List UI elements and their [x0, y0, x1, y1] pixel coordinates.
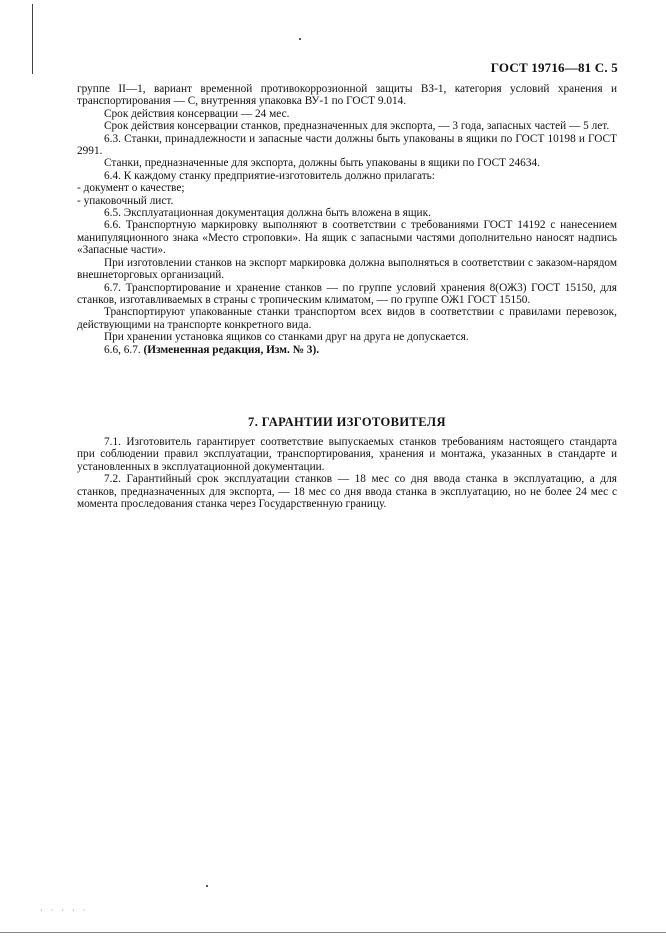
paragraph: При изготовлении станков на экспорт маркировка должна выполняться в соответствии с заказом-нарядом внешнеторговых организаций. — [77, 256, 617, 282]
paragraph: 6.3. Станки, принадлежности и запасные части должны быть упакованы в ящики по ГОСТ 10198 и ГОСТ 2991. — [77, 132, 617, 158]
scan-artifact: · · · · · — [40, 906, 89, 915]
page-bottom-edge — [0, 932, 666, 933]
amendment-note — [77, 344, 617, 356]
paragraph: При хранении установка ящиков со станками друг на друга не допускается. — [104, 331, 469, 344]
amendment-clauses: 6.6, 6.7. — [104, 343, 144, 356]
list-item: - упаковочный лист. — [77, 194, 174, 207]
paragraph: группе II—1, вариант временной противокоррозионной защиты ВЗ-1, категория условий хранения и транспортирования — С, внутренняя упаковка ВУ-1 по ГОСТ 9.014. — [77, 83, 617, 108]
paragraph: 6.4. К каждому станку предприятие-изготовитель должно прилагать: — [104, 169, 435, 182]
paragraph: Срок действия консервации — 24 мес. — [104, 107, 290, 120]
page-header: ГОСТ 19716—81 С. 5 — [490, 60, 618, 75]
scan-edge-line — [32, 4, 33, 74]
paragraph: Транспортируют упакованные станки транспортом всех видов в соответствии с правилами перевозок, действующими на транспорте конкретного вида. — [77, 306, 617, 331]
section-7-title: 7. ГАРАНТИИ ИЗГОТОВИТЕЛЯ — [248, 415, 446, 429]
paragraph: Станки, предназначенные для экспорта, должны быть упакованы в ящики по ГОСТ 24634. — [104, 157, 540, 170]
list-item: - документ о качестве; — [77, 182, 185, 195]
paragraph: 6.7. Транспортирование и хранение станков — по группе условий хранения 8(ОЖ3) ГОСТ 15150, для станков, изготавливаемых в страны с тропическим климатом, — по группе ОЖ1 ГОСТ 15150. — [77, 281, 617, 306]
section-6-body — [77, 83, 617, 356]
amendment-label: (Измененная редакция, Изм. № 3). — [143, 343, 320, 356]
paragraph: 7.2. Гарантийный срок эксплуатации станков — 18 мес со дня ввода станка в эксплуатацию, а для станков, предназначенных для экспорта, — 18 мес со дня ввода станка в эксплуатацию, но не более 24 мес с момента проследования станка через Государственную границу. — [77, 473, 617, 511]
section-7-body — [77, 436, 617, 510]
scan-speck — [206, 885, 208, 887]
paragraph: 6.5. Эксплуатационная документация должна быть вложена в ящик. — [104, 207, 431, 220]
paragraph: 6.6. Транспортную маркировку выполняют в соответствии с требованиями ГОСТ 14192 с нанесением манипуляционного знака «Место строповки». На ящик с запасными частями дополнительно наносят надпись «Запасные части». — [77, 219, 617, 257]
scan-speck — [299, 38, 301, 40]
paragraph: 7.1. Изготовитель гарантирует соответствие выпускаемых станков требованиям настоящего стандарта при соблюдении правил эксплуатации, транспортирования, хранения и монтажа, указанных в стандарте и установленных в эксплуатационной документации. — [77, 436, 617, 473]
paragraph: Срок действия консервации станков, предназначенных для экспорта, — 3 года, запасных частей — 5 лет. — [104, 120, 610, 133]
